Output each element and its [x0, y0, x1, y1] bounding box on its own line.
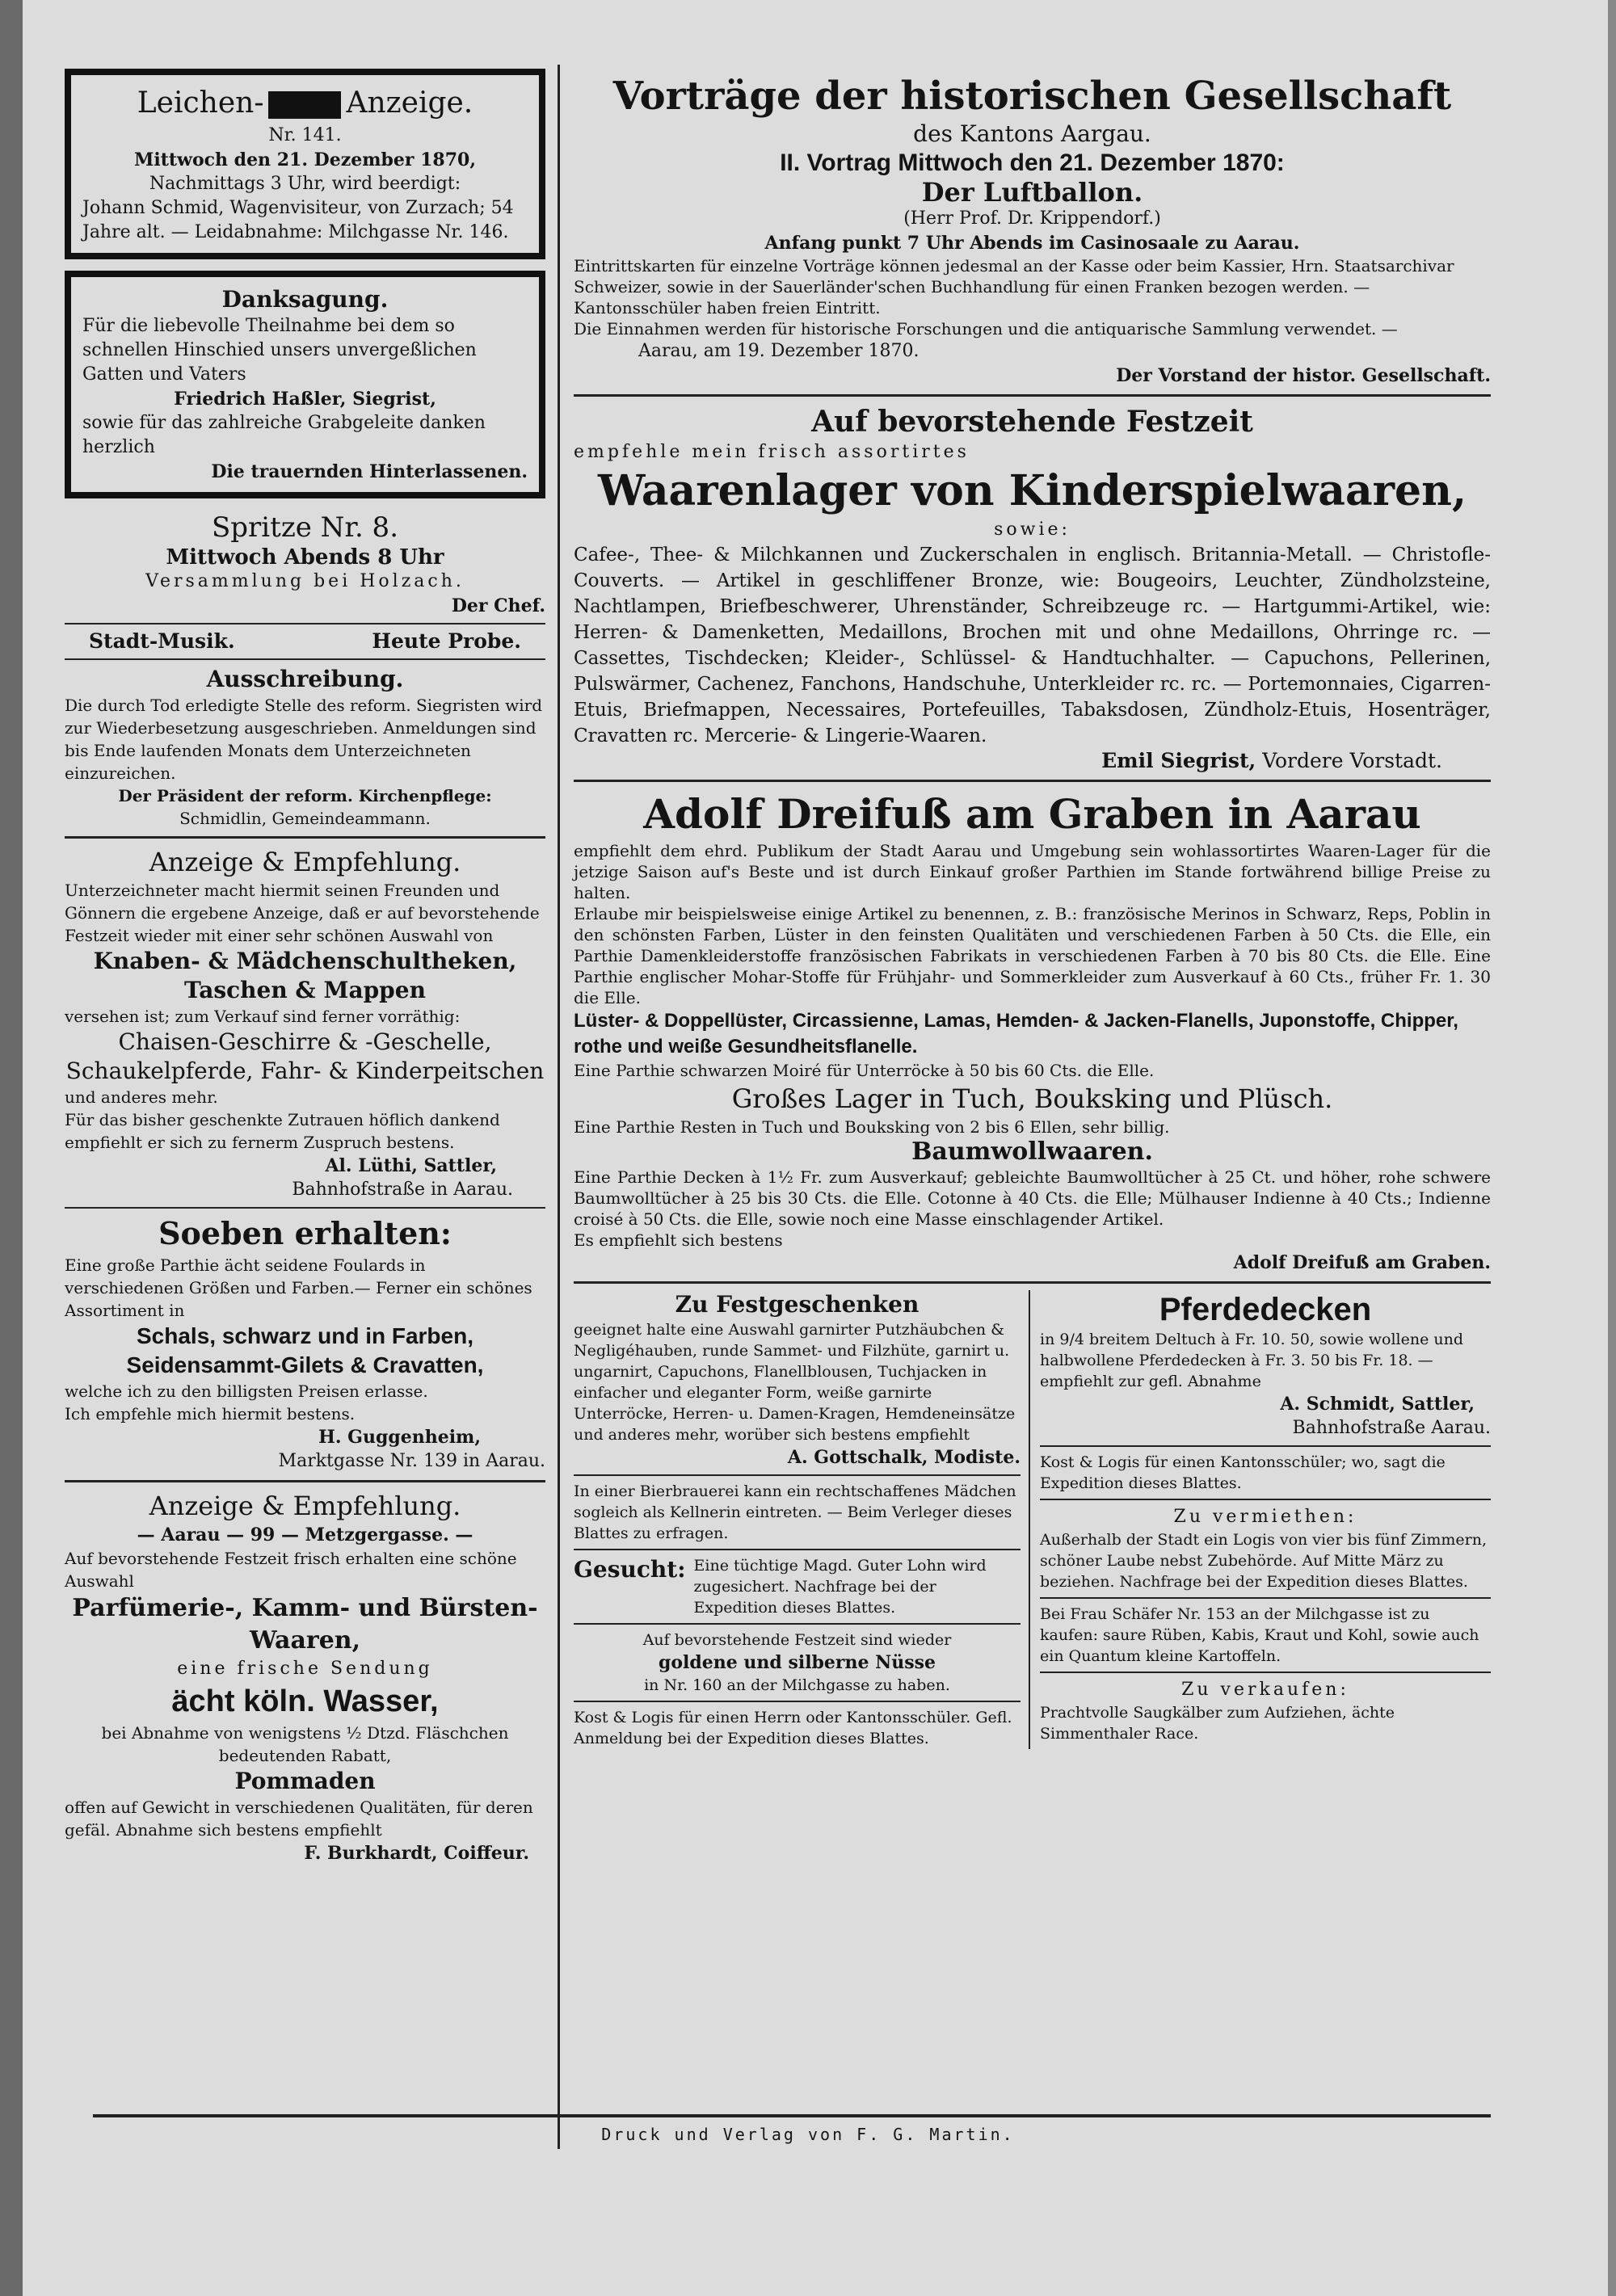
kost1-body: Kost & Logis für einen Herrn oder Kantonsschüler. Gefl. Anmeldung bei der Expedition dieses Blattes.	[574, 1709, 1012, 1747]
spritze-time: Mittwoch Abends 8 Uhr	[166, 545, 444, 570]
magd-body: Eine tüchtige Magd. Guter Lohn wird zugesichert. Nachfrage bei der Expedition dieses Blattes.	[693, 1557, 987, 1617]
lecture-signature: Der Vorstand der histor. Gesellschaft.	[1116, 365, 1491, 386]
nuesse-body1: Auf bevorstehende Festzeit sind wieder	[642, 1631, 952, 1649]
luthi-goods3: Chaisen-Geschirre & -Geschelle, Schaukelpferde, Fahr- & Kinderpeitschen	[65, 1028, 545, 1084]
lecture-body2: Die Einnahmen werden für historische Forschungen und die antiquarische Sammlung verwendet. —	[574, 319, 1398, 339]
burkhardt-body4: offen auf Gewicht in verschiedenen Qualitäten, für deren gefäl. Abnahme sich bestens empfiehlt	[65, 1798, 533, 1840]
death-notice-time: Nachmittags 3 Uhr, wird beerdigt:	[149, 174, 461, 194]
lecture-start: Anfang punkt 7 Uhr Abends im Casinosaale zu Aarau.	[764, 233, 1300, 254]
small-ads-right	[1040, 1290, 1491, 1749]
small-ads-left	[574, 1290, 1030, 1749]
luthi-ad	[65, 845, 545, 1202]
schmidt-ad	[1040, 1290, 1491, 1440]
magd-label: Gesucht:	[574, 1556, 686, 1583]
dreifuss-bold1	[574, 1008, 1491, 1060]
schmidt-body: in 9/4 breitem Deltuch à Fr. 10. 50, sowie wollene und halbwollene Pferdedecken à Fr. 3. 50 bis Fr. 18. — empfiehlt zur gefl. Abnahme	[1040, 1331, 1464, 1390]
verkaufen-body: Prachtvolle Saugkälber zum Aufziehen, ächte Simmenthaler Race.	[1040, 1704, 1395, 1743]
schmidt-sig2: Bahnhofstraße Aarau.	[1292, 1418, 1491, 1438]
vermiethen-title: Zu vermiethen:	[1173, 1507, 1357, 1527]
dreifuss-body4: Eine Parthie Resten in Tuch und Bouksking von 2 bis 6 Ellen, sehr billig.	[574, 1117, 1170, 1137]
dreifuss-body6: Es empfiehlt sich bestens	[574, 1230, 783, 1250]
dreifuss-body5: Eine Parthie Decken à 1½ Fr. zum Ausverkauf; gebleichte Baumwolltücher à 25 Ct. und höher, rohe schwere Baumwolltücher à 25 bis 30 Cts. die Elle. Cotonne à 40 Cts. die Elle; Mülhauser Indienne à 40 Cts.; Indienne croisé à 50 Cts. die Elle, sowie noch eine Masse einschlagender Artikel.	[574, 1167, 1491, 1229]
nuesse-body2: in Nr. 160 an der Milchgasse zu haben.	[644, 1676, 950, 1694]
thanks-body2: sowie für das zahlreiche Grabgeleite danken herzlich	[82, 413, 486, 457]
divider	[65, 1480, 545, 1482]
stadtmusik-b: Heute Probe.	[372, 629, 521, 653]
schmidt-sig1: A. Schmidt, Sattler,	[1280, 1394, 1475, 1415]
bottom-rule	[93, 2114, 1491, 2117]
ausschreibung-title: Ausschreibung.	[206, 666, 404, 692]
siegrist-headline: Waarenlager von Kinderspielwaaren,	[597, 466, 1467, 515]
divider	[1040, 1499, 1491, 1500]
vermiethen-body: Außerhalb der Stadt ein Logis von vier bis fünf Zimmern, schöner Laube nebst Zubehörde. Auf Mitte März zu beziehen. Nachfrage bei der Expedition dieses Blattes.	[1040, 1531, 1488, 1591]
siegrist-title: Auf bevorstehende Festzeit	[811, 405, 1253, 439]
luthi-body4: Für das bisher geschenkte Zutrauen höflich dankend empfiehlt er sich zu fernerm Zuspruch bestens.	[65, 1110, 500, 1152]
guggenheim-goods2: Seidensammt-Gilets & Cravatten,	[126, 1352, 484, 1377]
kellnerin-body: In einer Bierbrauerei kann ein rechtschaffenes Mädchen sogleich als Kellnerin eintreten. — Beim Verleger dieses Blattes zu erfragen.	[574, 1482, 1016, 1542]
divider	[574, 1623, 1021, 1625]
divider	[65, 623, 545, 624]
spritze-title: Spritze Nr. 8.	[211, 511, 398, 544]
guggenheim-ad	[65, 1213, 545, 1474]
luthi-body3: und anderes mehr.	[65, 1087, 218, 1107]
gottschalk-body: geeignet halte eine Auswahl garnirter Putzhäubchen & Negligéhauben, runde Sammet- und Filzhüte, garnirt u. ungarnirt, Capuchons, Flanellblousen, Tuchjacken in einfacher und eleganter Form, weiße garnirte Unterröcke, Herren- u. Damen-Kragen, Hemdeneinsätze und anderes mehr, worüber sich bestens empfiehlt	[574, 1321, 1016, 1444]
spritze-text: Versammlung bei Holzach.	[145, 571, 465, 591]
scan-edge-right	[1608, 0, 1616, 2296]
burkhardt-title: Anzeige & Empfehlung.	[149, 1491, 461, 1521]
burkhardt-goods3: Pommaden	[234, 1768, 376, 1794]
lecture-ad	[574, 73, 1491, 388]
siegrist-ad	[574, 403, 1491, 773]
schaefer-body: Bei Frau Schäfer Nr. 153 an der Milchgasse ist zu kaufen: saure Rüben, Kabis, Kraut und Kohl, sowie auch ein Quantum kleine Kartoffeln.	[1040, 1605, 1479, 1665]
siegrist-body: Cafee-, Thee- & Milchkannen und Zuckerschalen in englisch. Britannia-Metall. — Christofle-Couverts. — Artikel in geschliffener Bronze, wie: Bougeoirs, Leuchter, Zündholzsteine, Nachtlampen, Briefbeschwerer, Uhrenständer, Schreibzeuge rc. — Hartgummi-Artikel, wie: Herren- & Damenketten, Medaillons, Brochen mit und ohne Medaillons, Ohrringe rc. — Cassettes, Tischdecken; Kleider-, Schlüssel- & Handtuchhalter. — Capuchons, Pellerinen, Pulswärmer, Cachenez, Fanchons, Handschuhe, Unterkleider rc. rc. — Portemonnaies, Cigarren-Etuis, Briefmappen, Necessaires, Portefeuilles, Tabaksdosen, Zündholz-Etuis, Hosenträger, Cravatten rc. Mercerie- & Lingerie-Waaren.	[574, 545, 1491, 746]
guggenheim-body1: Eine große Parthie ächt seidene Foulards in verschiedenen Größen und Farben.— Ferner ein schönes Assortiment in	[65, 1255, 532, 1320]
guggenheim-title: Soeben erhalten:	[158, 1215, 452, 1251]
siegrist-sig-place: Vordere Vorstadt.	[1262, 749, 1442, 772]
spritze-signature: Der Chef.	[451, 595, 545, 616]
column-divider	[558, 65, 560, 2149]
schmidt-title: Pferdedecken	[1159, 1292, 1372, 1327]
ausschreibung-body: Die durch Tod erledigte Stelle des reform. Siegristen wird zur Wiederbesetzung ausgeschrieben. Anmeldungen sind bis Ende laufenden Monats dem Unterzeichneten einzureichen.	[65, 696, 543, 783]
schaefer-ad	[1040, 1604, 1491, 1667]
luthi-sig1: Al. Lüthi, Sattler,	[325, 1155, 497, 1176]
guggenheim-sig1: H. Guggenheim,	[318, 1427, 481, 1448]
luthi-body2: versehen ist; zum Verkauf sind ferner vorräthig:	[65, 1007, 461, 1026]
kost2-body: Kost & Logis für einen Kantonsschüler; wo, sagt die Expedition dieses Blattes.	[1040, 1453, 1446, 1492]
burkhardt-body1: Auf bevorstehende Festzeit frisch erhalten eine schöne Auswahl	[65, 1549, 517, 1591]
divider	[1040, 1597, 1491, 1599]
lecture-topic: Der Luftballon.	[921, 177, 1143, 208]
divider	[574, 1281, 1491, 1284]
stadtmusik-a: Stadt-Musik.	[89, 629, 235, 653]
divider	[65, 1207, 545, 1209]
kost2-ad	[1040, 1452, 1491, 1494]
divider	[1040, 1445, 1491, 1447]
thanks-body: Für die liebevolle Theilnahme bei dem so schnellen Hinschied unsers unvergeßlichen Gatten und Vaters	[82, 316, 477, 385]
magd-ad	[574, 1555, 1021, 1618]
guggenheim-body2: welche ich zu den billigsten Preisen erlasse.	[65, 1381, 428, 1401]
guggenheim-sig2: Marktgasse Nr. 139 in Aarau.	[278, 1451, 545, 1471]
gottschalk-sig: A. Gottschalk, Modiste.	[787, 1447, 1021, 1468]
siegrist-signature	[574, 749, 1491, 773]
dreifuss-bold1-b: rothe und weiße Gesundheitsflanelle.	[574, 1036, 918, 1058]
luthi-title: Anzeige & Empfehlung.	[149, 847, 461, 877]
lecture-subtitle: des Kantons Aargau.	[913, 120, 1151, 147]
burkhardt-goods1: Parfümerie-, Kamm- und Bürsten-Waaren,	[72, 1594, 538, 1655]
death-notice-date: Mittwoch den 21. Dezember 1870,	[133, 149, 477, 170]
luthi-goods1: Knaben- & Mädchenschultheken,	[93, 948, 517, 974]
dreifuss-ad	[574, 788, 1491, 1275]
ausschreibung-notice	[65, 665, 545, 830]
verkaufen-title: Zu verkaufen:	[1181, 1680, 1349, 1700]
burkhardt-sig: F. Burkhardt, Coiffeur.	[304, 1843, 529, 1864]
stadtmusik-notice	[65, 629, 545, 654]
burkhardt-body3: bei Abnahme von wenigstens ½ Dtzd. Fläschchen bedeutenden Rabatt,	[101, 1723, 509, 1765]
death-notice-title-a: Leichen-	[137, 86, 264, 120]
mourning-emblem	[268, 91, 341, 119]
scan-edge-left	[0, 0, 23, 2296]
burkhardt-body2: eine frische Sendung	[177, 1659, 433, 1679]
dreifuss-bold1-a: Lüster- & Doppellüster, Circassienne, Lamas, Hemden- & Jacken-Flanells, Juponstoffe, Chipper,	[574, 1010, 1458, 1032]
siegrist-sig-name: Emil Siegrist,	[1101, 749, 1256, 772]
dreifuss-mid: Großes Lager in Tuch, Bouksking und Plüsch.	[731, 1083, 1333, 1114]
small-ads-area	[574, 1290, 1491, 1749]
luthi-body1: Unterzeichneter macht hiermit seinen Freunden und Gönnern die ergebene Anzeige, daß er auf bevorstehende Festzeit wieder mit einer sehr schönen Auswahl von	[65, 881, 540, 945]
nuesse-ad	[574, 1629, 1021, 1696]
dreifuss-sig: Adolf Dreifuß am Graben.	[1233, 1252, 1491, 1273]
divider	[65, 836, 545, 839]
nuesse-goods: goldene und silberne Nüsse	[658, 1652, 936, 1673]
imprint: Druck und Verlag von F. G. Martin.	[601, 2125, 1015, 2144]
death-notice-title-b: Anzeige.	[346, 86, 473, 120]
death-notice-body: Johann Schmid, Wagenvisiteur, von Zurzach; 54 Jahre alt. — Leidabnahme: Milchgasse Nr. 146.	[82, 198, 514, 242]
luthi-goods2: Taschen & Mappen	[184, 977, 426, 1003]
lecture-title: Vorträge der historischen Gesellschaft	[612, 74, 1452, 119]
divider	[65, 658, 545, 660]
guggenheim-goods1: Schals, schwarz und in Farben,	[137, 1323, 473, 1348]
thanks-notice	[65, 271, 545, 498]
thanks-name: Friedrich Haßler, Siegrist,	[174, 389, 436, 410]
kellnerin-ad	[574, 1481, 1021, 1544]
kost1-ad	[574, 1707, 1021, 1749]
divider	[574, 1474, 1021, 1476]
divider	[574, 780, 1491, 782]
divider	[574, 1701, 1021, 1702]
siegrist-intro: empfehle mein frisch assortirtes	[574, 442, 970, 462]
gottschalk-title: Zu Festgeschenken	[675, 1291, 920, 1318]
thanks-title: Danksagung.	[221, 286, 389, 313]
burkhardt-goods2: ächt köln. Wasser,	[171, 1684, 439, 1718]
divider	[574, 394, 1491, 397]
gottschalk-ad	[574, 1290, 1021, 1470]
dreifuss-title: Adolf Dreifuß am Graben in Aarau	[643, 790, 1421, 838]
lecture-speaker: (Herr Prof. Dr. Krippendorf.)	[903, 208, 1161, 229]
left-column	[65, 69, 545, 1865]
divider	[1040, 1672, 1491, 1673]
lecture-date: Aarau, am 19. Dezember 1870.	[638, 341, 920, 361]
ausschreibung-sig2: Schmidlin, Gemeindeammann.	[179, 809, 431, 828]
spritze-notice	[65, 510, 545, 618]
dreifuss-body1: empfiehlt dem ehrd. Publikum der Stadt Aarau und Umgebung sein wohlassortirtes Waaren-Lager für die jetzige Saison auf's Beste und ist durch Einkauf großer Parthien im Stande fortwährend billige Preise zu halten.	[574, 841, 1491, 902]
ausschreibung-sig1: Der Präsident der reform. Kirchenpflege:	[118, 786, 492, 805]
burkhardt-address: — Aarau — 99 — Metzgergasse. —	[137, 1524, 473, 1545]
burkhardt-ad	[65, 1489, 545, 1865]
dreifuss-cotton: Baumwollwaaren.	[911, 1137, 1153, 1166]
siegrist-sowie: sowie:	[994, 519, 1071, 540]
verkaufen-ad	[1040, 1678, 1491, 1744]
death-notice-number: Nr. 141.	[268, 125, 342, 145]
right-column	[574, 73, 1491, 1749]
thanks-signature: Die trauernden Hinterlassenen.	[211, 461, 528, 482]
divider	[574, 1549, 1021, 1550]
lecture-body1: Eintrittskarten für einzelne Vorträge können jedesmal an der Kasse oder beim Kassier, Hrn. Staatsarchivar Schweizer, sowie in der Sauerländer'schen Buchhandlung für einen Franken bezogen werden. — Kantonsschüler haben freien Eintritt.	[574, 256, 1454, 317]
luthi-sig2: Bahnhofstraße in Aarau.	[292, 1180, 513, 1200]
guggenheim-body3: Ich empfehle mich hiermit bestens.	[65, 1404, 356, 1423]
lecture-headline: II. Vortrag Mittwoch den 21. Dezember 1870:	[780, 149, 1285, 176]
vermiethen-ad	[1040, 1505, 1491, 1592]
death-notice	[65, 69, 545, 259]
dreifuss-body2: Erlaube mir beispielsweise einige Artikel zu benennen, z. B.: französische Merinos in Schwarz, Reps, Poblin in den schönsten Farben, Lüster in den feinsten Qualitäten und verschiedenen Farben à 50 Cts. die Elle, ein Parthie Damenkleiderstoffe französischen Fabrikats in verschiedenen Farben à 70 bis 80 Cts. die Elle. Eine Parthie englischer Mohar-Stoffe für Frühjahr- und Sommerkleider zum Ausverkauf à 60 Cts., früher Fr. 1. 30 die Elle.	[574, 904, 1491, 1007]
dreifuss-body3: Eine Parthie schwarzen Moiré für Unterröcke à 50 bis 60 Cts. die Elle.	[574, 1061, 1155, 1080]
